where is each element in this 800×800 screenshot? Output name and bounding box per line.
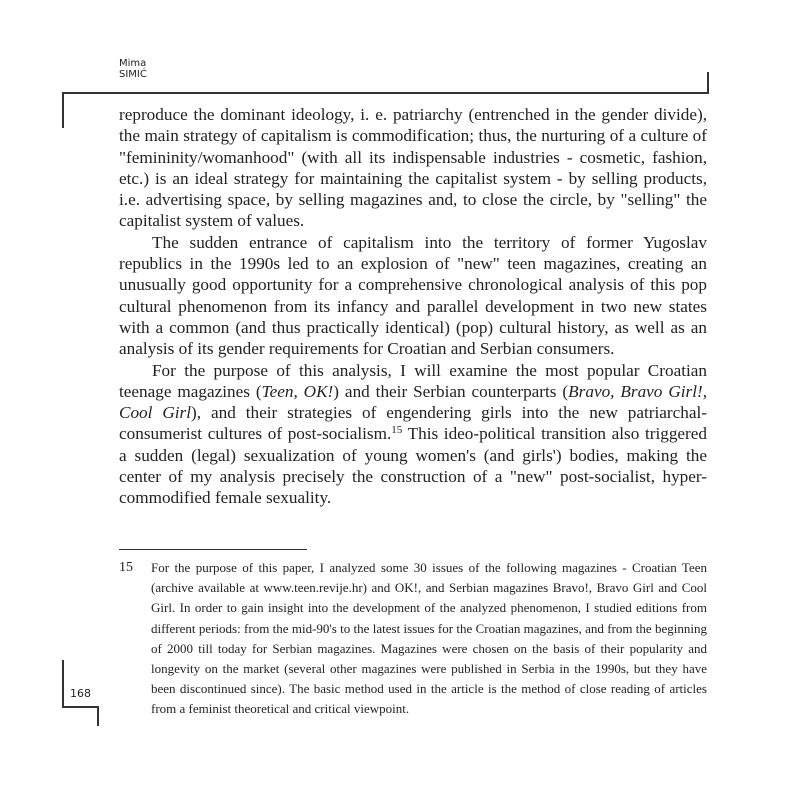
running-header-author xyxy=(119,58,147,80)
paragraph-3-text-b: ) and their Serbian counterparts ( xyxy=(333,381,569,401)
footnote xyxy=(119,558,707,720)
footer-rule-left xyxy=(62,660,64,708)
header-rule-left-tick xyxy=(62,92,64,128)
paragraph-3-text-c: ), and their strategies of engendering girls into the new patriarchal-consumerist cultures of post-socialism. xyxy=(119,403,707,444)
footer-rule-tick xyxy=(97,706,99,726)
footnote-separator xyxy=(119,549,307,550)
author-last-name: SIMIĆ xyxy=(119,69,147,80)
body-paragraph-3 xyxy=(119,360,707,509)
body-paragraph-2: The sudden entrance of capitalism into the territory of former Yugoslav republics in the 1990s led to an explosion of "new" teen magazines, creating an unusually good opportunity for a comprehensive chronological analysis of this pop cultural phenomenon from its infancy and parallel development in two new states with a common (and thus practically identical) (pop) cultural history, as well as an analysis of its gender requirements for Croatian and Serbian consumers. xyxy=(119,232,707,359)
author-first-name: Mima xyxy=(119,58,147,69)
paragraph-3-text-a: For the purpose of this analysis, I will examine the most popular Croatian teenage magazines ( xyxy=(119,360,707,401)
footnote-reference[interactable]: 15 xyxy=(391,424,403,437)
serbian-magazine-titles: Bravo, Bravo Girl!, Cool Girl xyxy=(119,381,707,423)
header-rule-right-tick xyxy=(707,72,709,94)
page-number: 168 xyxy=(70,687,91,700)
body-paragraph-1: reproduce the dominant ideology, i. e. patriarchy (entrenched in the gender divide), the main strategy of capitalism is commodification; thus, the nurturing of a culture of "femininity/womanhood" (with all its indispensable industries - cosmetic, fashion, etc.) is an ideal strategy for maintaining the capitalist system - by selling products, i.e. advertising space, by selling magazines and, to close the circle, by "selling" the capitalist system of values. xyxy=(119,105,707,231)
footnote-text: For the purpose of this paper, I analyzed some 30 issues of the following magazines - Croatian Teen (archive available at www.teen.revije.hr) and OK!, and Serbian magazines Bravo!, Bravo Girl and Cool Girl. In order to gain insight into the development of the analyzed phenomenon, I studied editions from different periods: from the mid-90's to the latest issues for the Croatian magazines, and from the beginning of 2000 till today for Serbian magazines. Magazines were chosen on the basis of their popularity and longevity on the market (several other magazines were published in Serbia in the 1990s, but they have been discontinued since). The basic method used in the article is the method of close reading of articles from a feminist theoretical and critical viewpoint. xyxy=(151,560,707,717)
croatian-magazine-titles: Teen, OK! xyxy=(261,381,334,401)
paragraph-3-text-d: This ideo-political transition also triggered a sudden (legal) sexualization of young women's (and girls') bodies, making the center of my analysis precisely the construction of a "new" post-socialist, hyper-commodified female sexuality. xyxy=(119,424,707,508)
body-text xyxy=(119,104,707,509)
footnote-number: 15 xyxy=(119,560,133,575)
footer-rule-bottom xyxy=(62,706,99,708)
header-rule xyxy=(62,92,709,94)
